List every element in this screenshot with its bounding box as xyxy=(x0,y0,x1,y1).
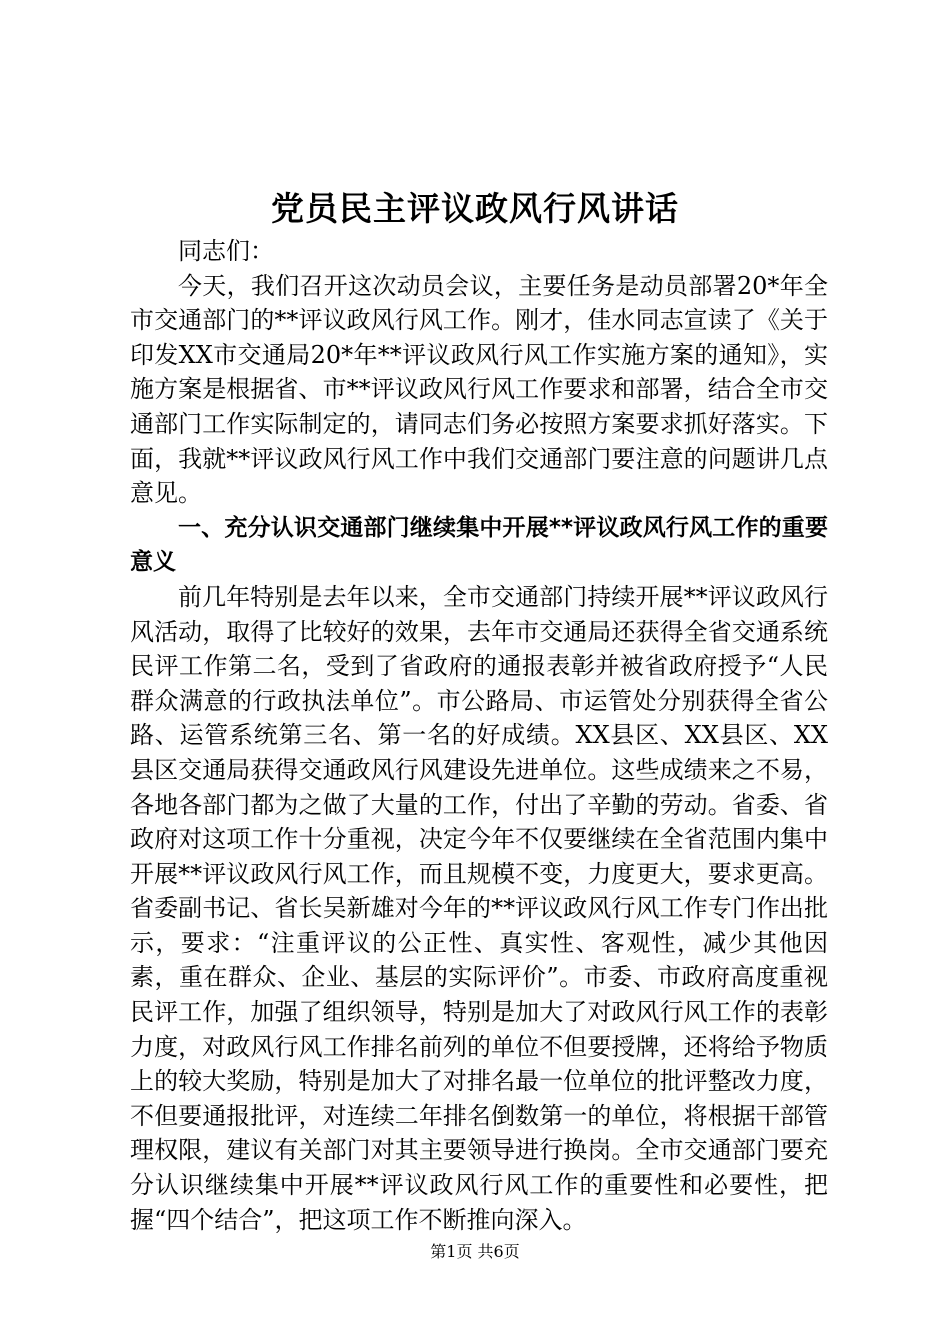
salutation: 同志们： xyxy=(178,237,274,265)
document-body xyxy=(130,234,828,1237)
page-footer: 第1页 共6页 xyxy=(430,1242,520,1261)
paragraph-intro: 今天，我们召开这次动员会议，主要任务是动员部署20*年全市交通部门的**评议政风行风工作。刚才，佳水同志宣读了《关于印发XX市交通局20*年**评议政风行风工作实施方案的通知》，实施方案是根据省、市**评议政风行风工作要求和部署，结合全市交通部门工作实际制定的，请同志们务必按照方案要求抓好落实。下面，我就**评议政风行风工作中我们交通部门要注意的问题讲几点意见。 xyxy=(130,271,828,508)
paragraph-section-1: 前几年特别是去年以来，全市交通部门持续开展**评议政风行风活动，取得了比较好的效果，去年市交通局还获得全省交通系统民评工作第二名，受到了省政府的通报表彰并被省政府授予“人民群众满意的行政执法单位”。市公路局、市运管处分别获得全省公路、运管系统第三名、第一名的好成绩。XX县区、XX县区、XX县区交通局获得交通政风行风建设先进单位。这些成绩来之不易，各地各部门都为之做了大量的工作，付出了辛勤的劳动。省委、省政府对这项工作十分重视，决定今年不仅要继续在全省范围内集中开展**评议政风行风工作，而且规模不变，力度更大，要求更高。省委副书记、省长吴新雄对今年的**评议政风行风工作专门作出批示，要求：“注重评议的公正性、真实性、客观性，减少其他因素，重在群众、企业、基层的实际评价”。市委、市政府高度重视民评工作，加强了组织领导，特别是加大了对政风行风工作的表彰力度，对政风行风工作排名前列的单位不但要授牌，还将给予物质上的较大奖励，特别是加大了对排名最一位单位的批评整改力度，不但要通报批评，对连续二年排名倒数第一的单位，将根据干部管理权限，建议有关部门对其主要领导进行换岗。全市交通部门要充分认识继续集中开展**评议政风行风工作的重要性和必要性，把握“四个结合”，把这项工作不断推向深入。 xyxy=(130,582,828,1234)
document-title: 党员民主评议政风行风讲话 xyxy=(271,189,679,228)
section-heading-1: 一、充分认识交通部门继续集中开展**评议政风行风工作的重要意义 xyxy=(130,514,828,576)
